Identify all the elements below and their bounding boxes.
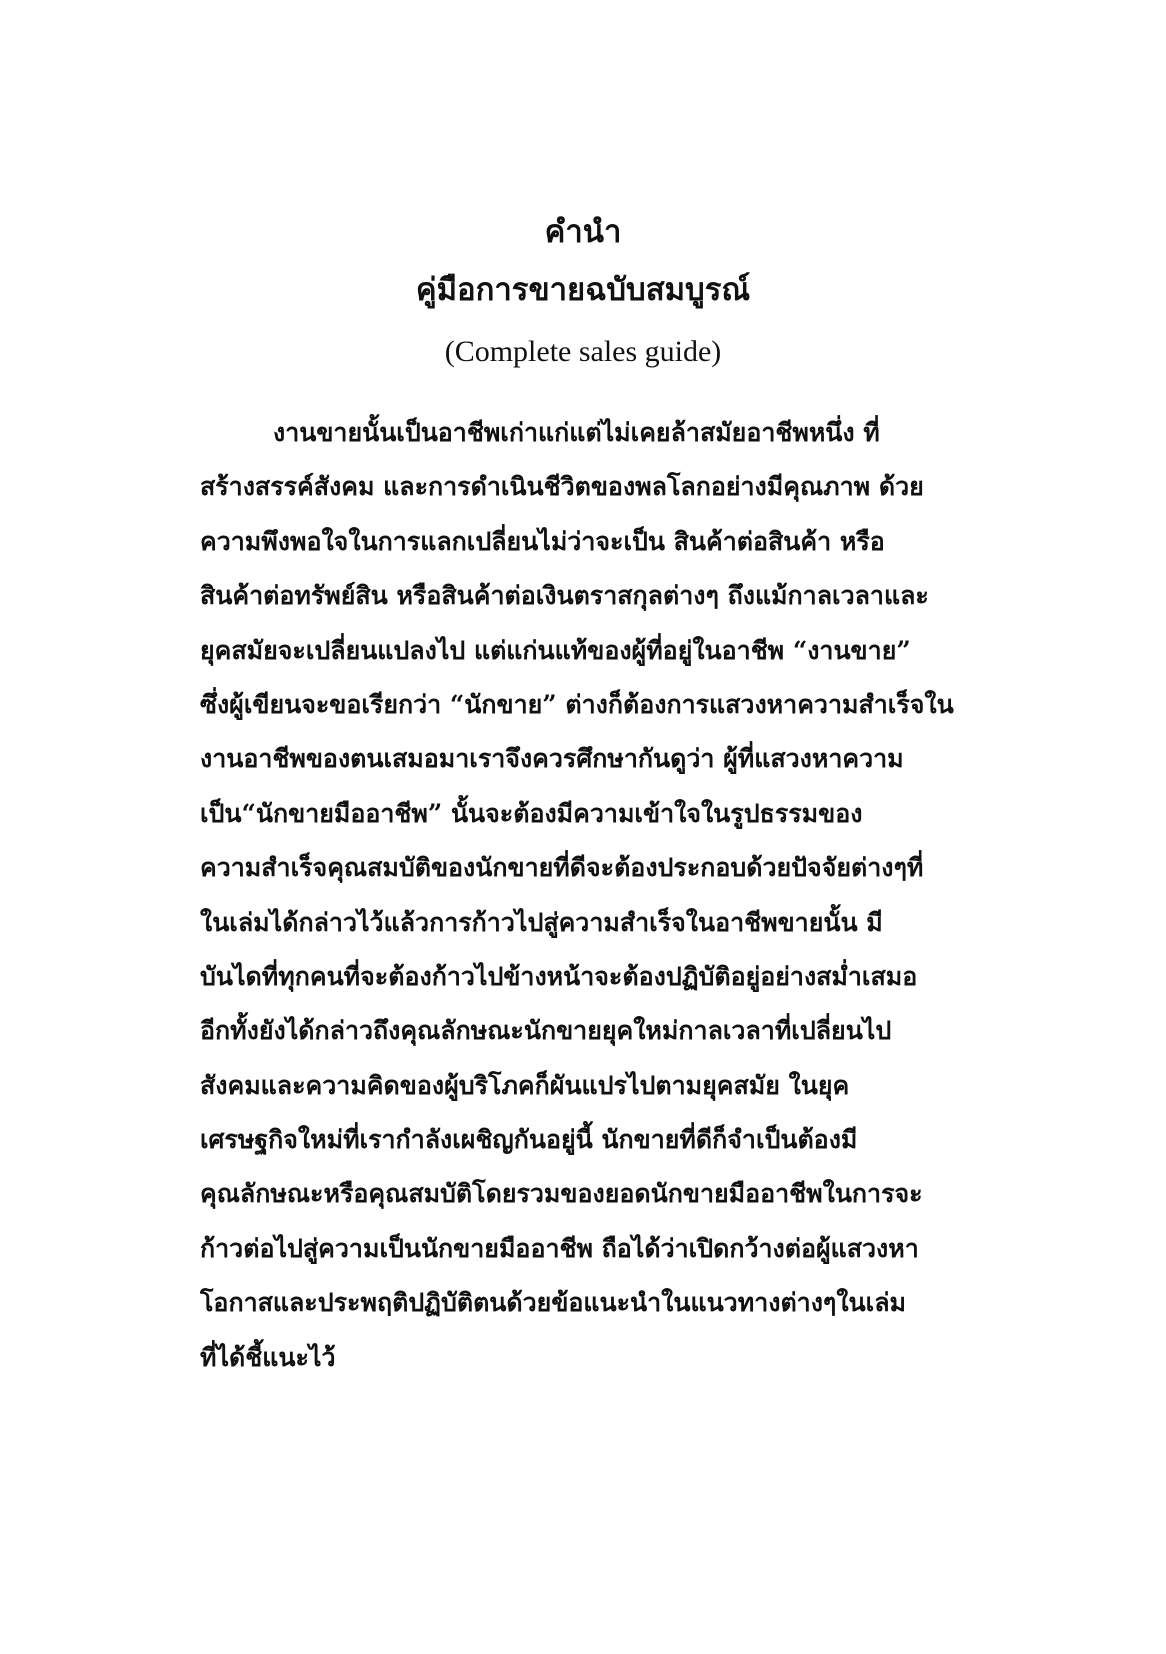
paragraph-line: ก้าวต่อไปสู่ความเป็นนักขายมืออาชีพ ถือได้ว่าเปิดกว้างต่อผู้แสวงหา xyxy=(200,1233,919,1263)
paragraph-line: สินค้าต่อทรัพย์สิน หรือสินค้าต่อเงินตราสกุลต่างๆ ถึงแม้กาลเวลาและ xyxy=(200,581,929,611)
preface-paragraph xyxy=(200,406,980,1385)
paragraph-line: โอกาสและประพฤติปฏิบัติตนด้วยข้อแนะนำในแนวทางต่างๆในเล่ม xyxy=(200,1288,906,1318)
paragraph-line: สร้างสรรค์สังคม และการดำเนินชีวิตของพลโลกอย่างมีคุณภาพ ด้วย xyxy=(200,472,924,502)
paragraph-line: ซึ่งผู้เขียนจะขอเรียกว่า “นักขาย” ต่างก็ต้องการแสวงหาความสำเร็จใน xyxy=(200,689,954,719)
book-title: คู่มือการขายฉบับสมบูรณ์ xyxy=(415,272,751,308)
paragraph-line: งานขายนั้นเป็นอาชีพเก่าแก่แต่ไม่เคยล้าสมัยอาชีพหนึ่ง ที่ xyxy=(273,418,880,447)
paragraph-line: ความสำเร็จคุณสมบัติของนักขายที่ดีจะต้องประกอบด้วยปัจจัยต่างๆที่ xyxy=(200,853,924,883)
paragraph-line: ในเล่มได้กล่าวไว้แล้วการก้าวไปสู่ความสำเร็จในอาชีพขายนั้น มี xyxy=(200,907,883,937)
paragraph-line: ความพึงพอใจในการแลกเปลี่ยนไม่ว่าจะเป็น สินค้าต่อสินค้า หรือ xyxy=(200,526,885,556)
paragraph-line: ที่ได้ชี้แนะไว้ xyxy=(200,1342,336,1372)
title-block xyxy=(0,212,1166,372)
page-title: คำนำ xyxy=(544,214,622,250)
paragraph-line: อีกทั้งยังได้กล่าวถึงคุณลักษณะนักขายยุคใหม่กาลเวลาที่เปลี่ยนไป xyxy=(200,1016,892,1046)
paragraph-line: เป็น“นักขายมืออาชีพ” นั้นจะต้องมีความเข้าใจในรูปธรรมของ xyxy=(200,798,863,828)
paragraph-line: สังคมและความคิดของผู้บริโภคก็ผันแปรไปตามยุคสมัย ในยุค xyxy=(200,1070,850,1100)
paragraph-line: เศรษฐกิจใหม่ที่เรากำลังเผชิญกันอยู่นี้ นักขายที่ดีก็จำเป็นต้องมี xyxy=(200,1125,858,1155)
paragraph-line: คุณลักษณะหรือคุณสมบัติโดยรวมของยอดนักขายมืออาชีพในการจะ xyxy=(200,1179,923,1209)
paragraph-line: ยุคสมัยจะเปลี่ยนแปลงไป แต่แก่นแท้ของผู้ที่อยู่ในอาชีพ “งานขาย” xyxy=(200,635,911,665)
english-subtitle: (Complete sales guide) xyxy=(444,335,722,368)
paragraph-line: บันไดที่ทุกคนที่จะต้องก้าวไปข้างหน้าจะต้องปฏิบัติอยู่อย่างสม่ำเสมอ xyxy=(200,961,918,991)
paragraph-line: งานอาชีพของตนเสมอมาเราจึงควรศึกษากันดูว่า ผู้ที่แสวงหาความ xyxy=(200,744,904,774)
